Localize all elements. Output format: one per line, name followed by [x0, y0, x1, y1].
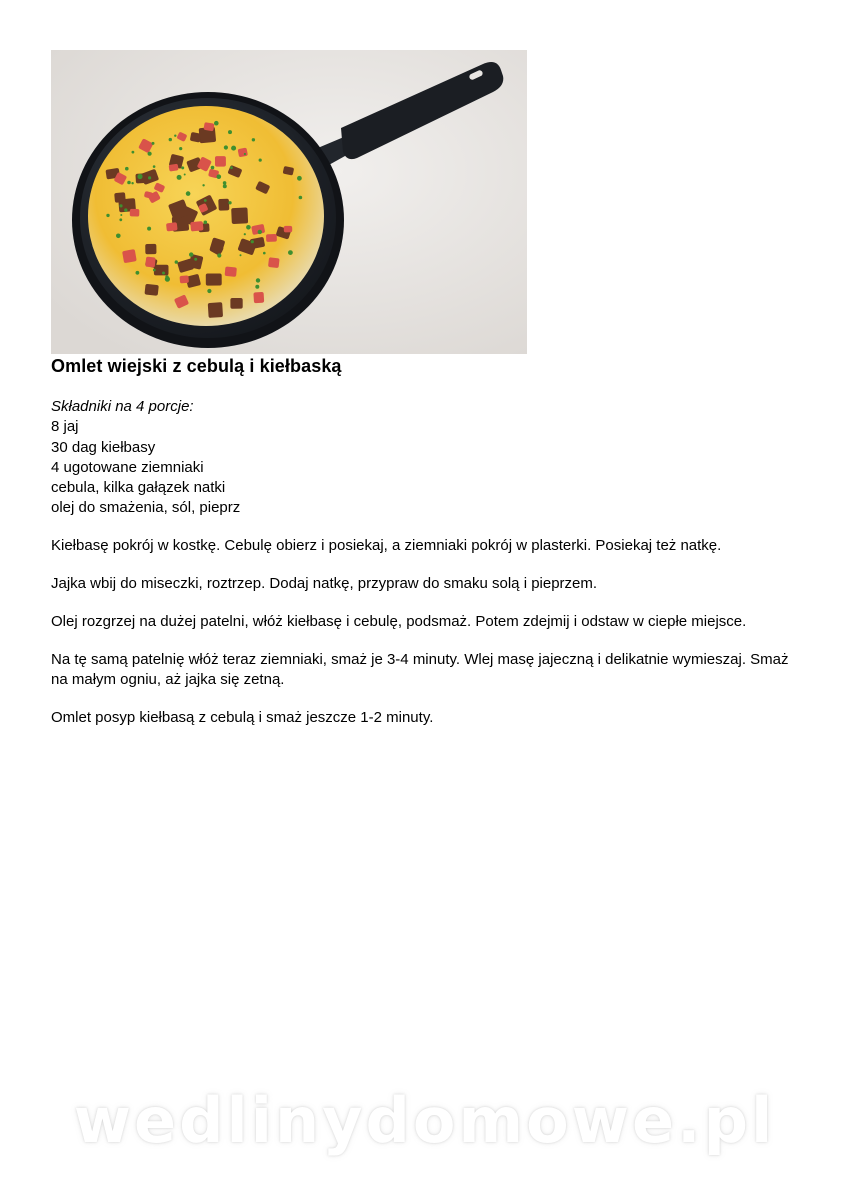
parsley-fleck: [153, 165, 156, 168]
parsley-fleck: [258, 230, 262, 234]
sausage-piece: [206, 273, 222, 285]
parsley-fleck: [119, 204, 122, 207]
ham-piece: [253, 292, 264, 303]
sausage-piece: [208, 302, 223, 318]
parsley-fleck: [137, 174, 142, 179]
parsley-fleck: [246, 225, 251, 230]
parsley-fleck: [244, 153, 246, 155]
parsley-fleck: [136, 271, 140, 275]
parsley-fleck: [204, 199, 207, 202]
parsley-fleck: [240, 254, 242, 256]
ham-piece: [225, 267, 237, 277]
ham-piece: [179, 275, 189, 283]
ham-piece: [122, 249, 137, 263]
parsley-fleck: [174, 135, 176, 137]
parsley-fleck: [148, 176, 151, 179]
parsley-fleck: [288, 250, 293, 255]
ingredients-heading: Składniki na 4 porcje:: [51, 398, 194, 415]
parsley-fleck: [181, 166, 184, 169]
ham-piece: [268, 257, 280, 268]
parsley-fleck: [252, 138, 255, 141]
parsley-fleck: [186, 191, 191, 196]
parsley-fleck: [169, 138, 172, 141]
parsley-fleck: [228, 201, 231, 204]
parsley-fleck: [189, 252, 193, 256]
omelette-pan-image: [51, 50, 527, 354]
ham-piece: [145, 257, 156, 268]
ham-piece: [284, 226, 292, 233]
parsley-fleck: [194, 258, 197, 261]
step-paragraph: Omlet posyp kiełbasą z cebulą i smaż jeszcze 1-2 minuty.: [51, 709, 434, 726]
parsley-fleck: [119, 218, 122, 221]
parsley-fleck: [256, 278, 260, 282]
parsley-fleck: [125, 167, 129, 171]
ingredient-item: 30 dag kiełbasy: [51, 438, 156, 456]
ham-piece: [266, 234, 277, 242]
parsley-fleck: [120, 214, 122, 216]
parsley-fleck: [165, 277, 170, 282]
step-paragraph: Kiełbasę pokrój w kostkę. Cebulę obierz i posiekaj, a ziemniaki pokrój w plasterki. Posiekaj też natkę.: [51, 537, 722, 554]
parsley-fleck: [148, 152, 152, 156]
parsley-fleck: [184, 174, 186, 176]
parsley-fleck: [204, 221, 208, 225]
parsley-fleck: [244, 233, 246, 235]
parsley-fleck: [179, 147, 182, 150]
ingredients-list: [51, 417, 240, 518]
parsley-fleck: [299, 196, 303, 200]
parsley-fleck: [230, 166, 233, 169]
parsley-fleck: [177, 175, 182, 180]
parsley-fleck: [217, 174, 222, 179]
parsley-fleck: [152, 142, 155, 145]
sausage-piece: [230, 298, 242, 309]
sausage-piece: [145, 244, 156, 254]
site-watermark: wedlinydomowe.pl: [73, 1084, 776, 1157]
step-paragraph: Na tę samą patelnię włóż teraz ziemniaki, smaż je 3-4 minuty. Wlej masę jajeczną i delikatnie wymieszaj. Smaż na małym ogniu, aż jajka się zetną.: [51, 651, 789, 688]
sausage-piece: [114, 192, 126, 203]
parsley-fleck: [202, 184, 204, 186]
parsley-fleck: [224, 145, 228, 149]
ham-piece: [130, 209, 140, 217]
parsley-fleck: [153, 269, 156, 272]
parsley-fleck: [127, 181, 131, 185]
parsley-fleck: [124, 208, 127, 211]
parsley-fleck: [251, 240, 254, 243]
parsley-fleck: [259, 159, 262, 162]
parsley-fleck: [147, 227, 151, 231]
parsley-fleck: [132, 151, 135, 154]
parsley-fleck: [214, 121, 219, 126]
parsley-fleck: [228, 130, 232, 134]
step-paragraph: Jajka wbij do miseczki, roztrzep. Dodaj natkę, przypraw do smaku solą i pieprzem.: [51, 575, 598, 592]
sausage-piece: [231, 207, 248, 224]
parsley-fleck: [231, 146, 236, 151]
parsley-fleck: [175, 260, 178, 263]
parsley-fleck: [211, 166, 215, 170]
step-paragraph: Olej rozgrzej na dużej patelni, włóż kiełbasę i cebulę, podsmaż. Potem zdejmij i odstaw w ciepłe miejsce.: [51, 613, 747, 630]
ingredient-item: 4 ugotowane ziemniaki: [51, 458, 204, 476]
parsley-fleck: [162, 272, 165, 275]
ingredients-section: [51, 397, 240, 519]
recipe-title: Omlet wiejski z cebulą i kiełbaską: [51, 356, 342, 376]
ingredient-item: olej do smażenia, sól, pieprz: [51, 499, 241, 517]
ingredient-item: 8 jaj: [51, 418, 79, 436]
parsley-fleck: [106, 214, 109, 217]
ham-piece: [166, 222, 178, 231]
preparation-steps: [51, 536, 801, 746]
parsley-fleck: [223, 184, 227, 188]
sausage-piece: [218, 199, 229, 211]
parsley-fleck: [131, 182, 133, 184]
parsley-fleck: [297, 176, 302, 181]
parsley-fleck: [263, 252, 266, 255]
ham-piece: [190, 221, 203, 231]
ingredient-item: cebula, kilka gałązek natki: [51, 479, 226, 497]
sausage-piece: [154, 265, 169, 276]
parsley-fleck: [255, 285, 259, 289]
ham-piece: [203, 122, 214, 131]
parsley-fleck: [116, 234, 121, 239]
recipe-photo: [51, 50, 527, 354]
ham-piece: [215, 156, 226, 167]
parsley-fleck: [223, 181, 227, 185]
parsley-fleck: [217, 253, 221, 257]
sausage-piece: [144, 284, 158, 296]
parsley-fleck: [207, 289, 211, 293]
